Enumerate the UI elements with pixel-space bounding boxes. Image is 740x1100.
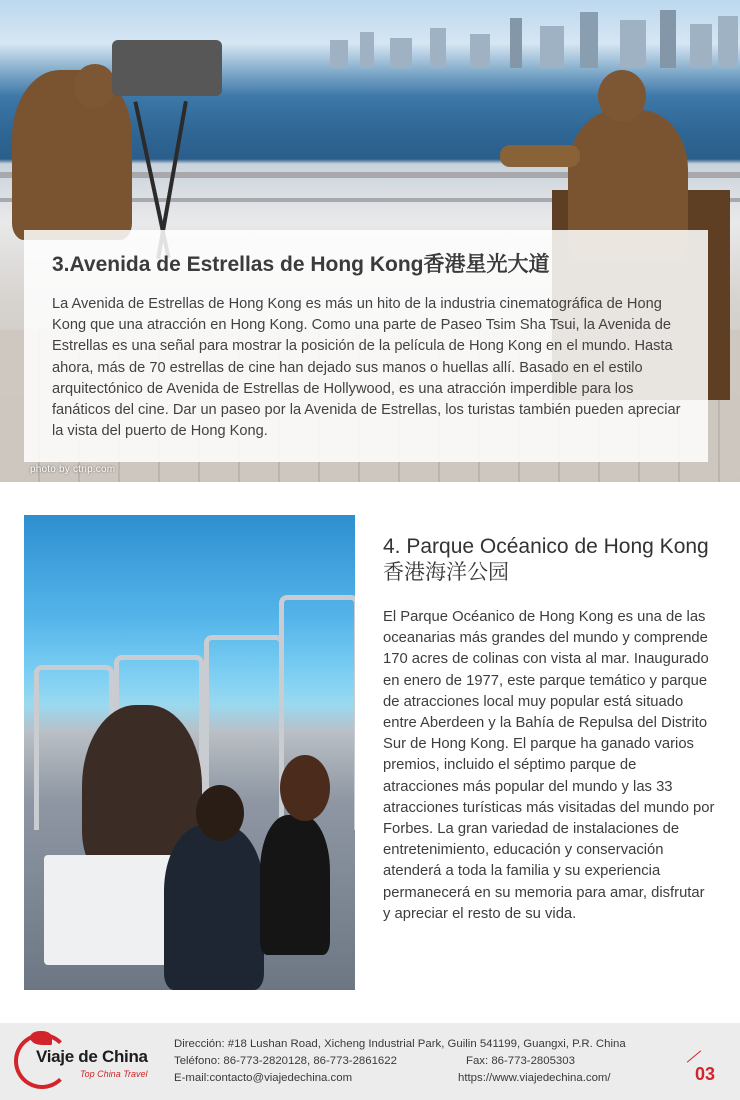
section-4-title: 4. Parque Océanico de Hong Kong香港海洋公园: [383, 535, 709, 584]
cameraman-statue: [12, 70, 132, 240]
footer-phone: Teléfono: 86-773-2820128, 86-773-2861622: [174, 1055, 397, 1067]
page-number: 03: [695, 1064, 716, 1084]
section-3-card: [24, 230, 708, 462]
footer-website[interactable]: https://www.viajedechina.com/: [458, 1072, 611, 1084]
section-3-body: La Avenida de Estrellas de Hong Kong es más un hito de la industria cinematográfica de Hong Kong que una atracción en Hong Kong. Como una parte de Paseo Tsim Sha Tsui, la Avenida de Estrellas es una señal para mostrar la posición de la película de Hong Kong en el mundo. Hasta ahora, más de 70 estrellas de cine han dejado sus manos o huellas allí. Basado en el estilo arquitectónico de Avenida de Estrellas de Hollywood, es una atracción imperdible para los fanáticos del cine. Dar un paseo por la Avenida de Estrellas, los turistas también pueden apreciar la vista del puerto de Hong Kong.: [52, 296, 681, 440]
dragon-icon: [30, 1031, 52, 1045]
logo-name: Viaje de China: [36, 1047, 148, 1066]
ocean-park-photo: [24, 515, 355, 990]
film-camera-statue: [112, 40, 222, 96]
logo-tagline: Top China Travel: [80, 1069, 148, 1079]
footer-fax: Fax: 86-773-2805303: [466, 1055, 575, 1067]
footer-email[interactable]: E-mail:contacto@viajedechina.com: [174, 1072, 353, 1084]
harbor-skyline: [0, 8, 740, 68]
footer-address: Dirección: #18 Lushan Road, Xicheng Industrial Park, Guilin 541199, Guangxi, P.R. China: [174, 1038, 626, 1050]
section-3-title: 3.Avenida de Estrellas de Hong Kong香港星光大道: [52, 253, 550, 276]
visitor-left: [164, 825, 264, 990]
visitor-right: [260, 815, 330, 955]
footer: [0, 1023, 740, 1100]
photo-credit: photo by ctrip.com: [30, 464, 116, 475]
section-4-body: El Parque Océanico de Hong Kong es una de las oceanarias más grandes del mundo y comprende 170 acres de colinas con vista al mar. Inaugurado en enero de 1977, este parque temático y parque de atracciones local muy popular está situado entre Aberdeen y la Bahía de Repulsa del Distrito Sur de Hong Kong. El parque ha ganado varios premios, incluido el séptimo parque de atracciones más popular del mundo y las 33 atracciones turísticas más visitadas del mundo por Forbes. La gran variedad de instalaciones de entretenimiento, educación y conservación atenderá a toda la familia y su experiencia permanecerá en su memoria para amar, disfrutar y apreciar el resto de su vida.: [383, 609, 715, 922]
